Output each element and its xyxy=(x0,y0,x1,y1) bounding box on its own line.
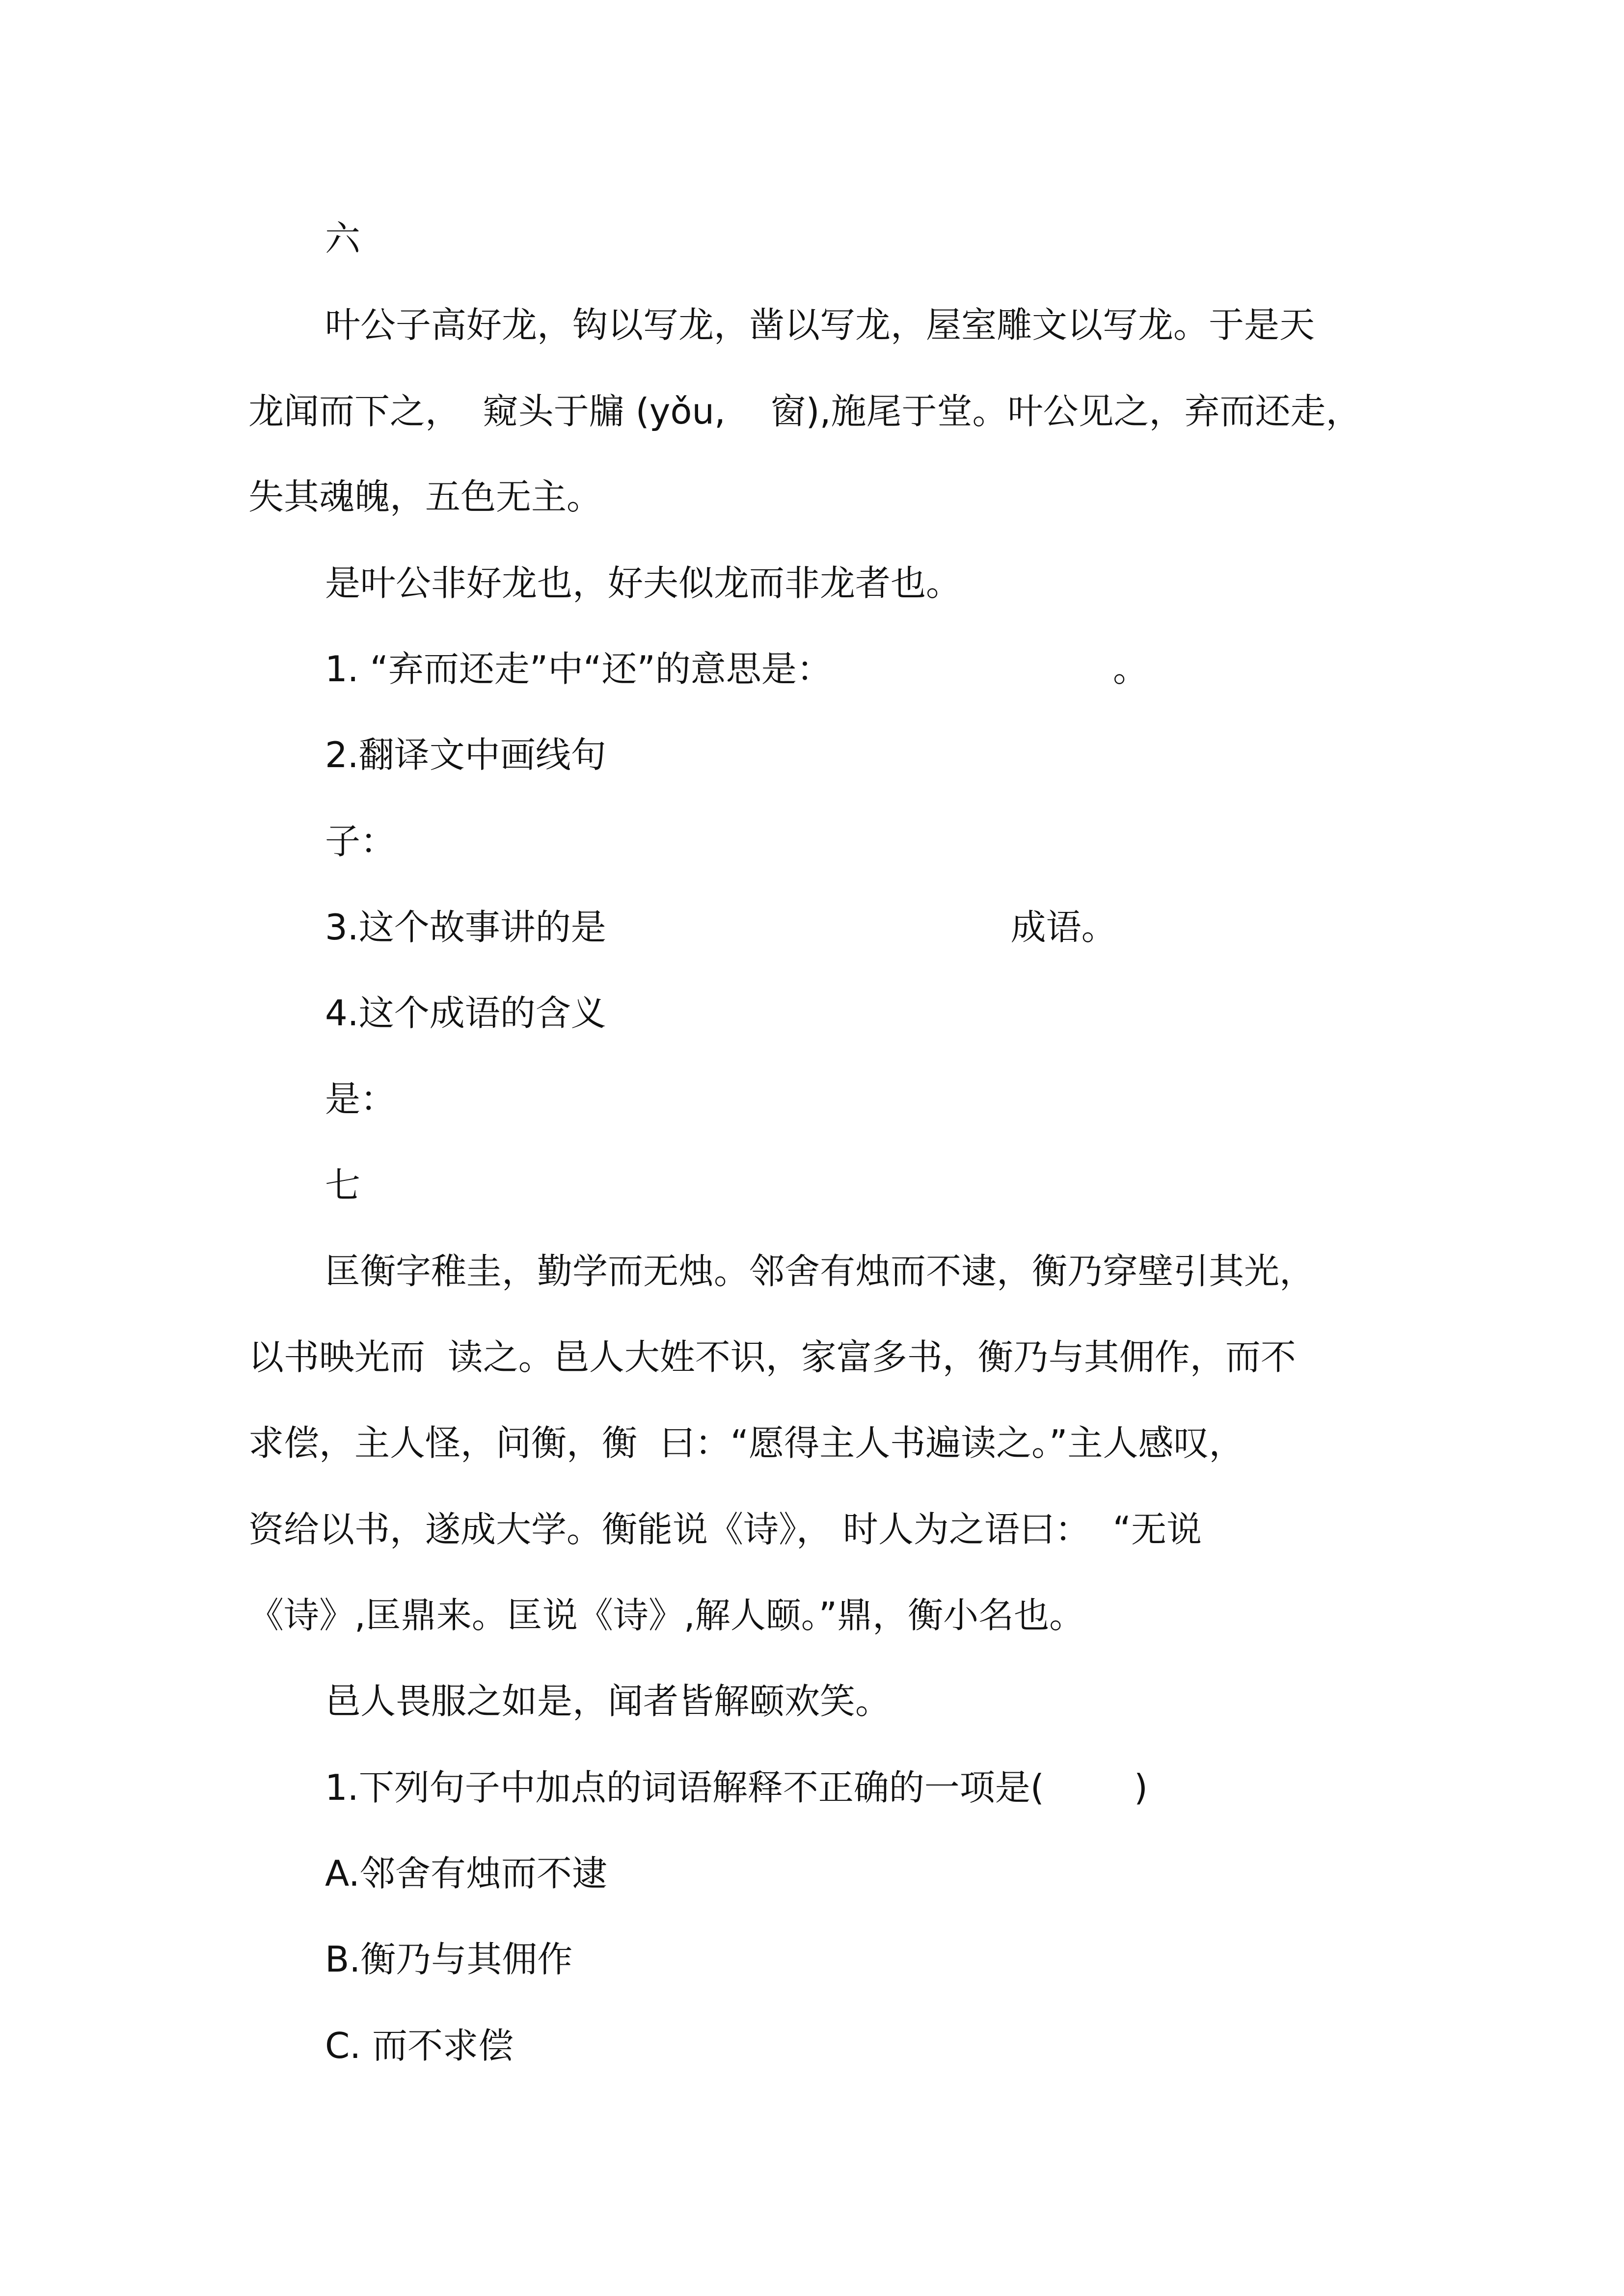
option-a: A.邻舍有烛而不逮 xyxy=(325,1853,607,1894)
passage-line: 龙闻而下之， 窥头于牖 (yǒu, 窗),施尾于堂。叶公见之，弃而还走， xyxy=(248,391,1361,432)
passage-line: 《诗》,匡鼎来。匡说《诗》,解人颐。”鼎，衡小名也。 xyxy=(248,1595,1085,1636)
question-4: 4.这个成语的含义 xyxy=(325,992,606,1034)
section-heading-6: 六 xyxy=(325,218,361,259)
option-c: C. 而不求偿 xyxy=(325,2025,514,2066)
passage-line: 匡衡字稚圭，勤学而无烛。邻舍有烛而不逮，衡乃穿壁引其光， xyxy=(325,1251,1315,1292)
section-heading-7: 七 xyxy=(325,1165,361,1206)
passage-line: 失其魂魄，五色无主。 xyxy=(248,476,602,517)
question-2: 2.翻译文中画线句 xyxy=(325,734,606,775)
option-b: B.衡乃与其佣作 xyxy=(325,1939,573,1980)
passage-line: 叶公子高好龙，钩以写龙，凿以写龙，屋室雕文以写龙。于是天 xyxy=(325,304,1315,346)
question-1: 1.下列句子中加点的词语解释不正确的一项是( ) xyxy=(325,1767,1148,1808)
question-1: 1. “弃而还走”中“还”的意思是： 。 xyxy=(325,648,1148,690)
passage-line: 以书映光而 读之。邑人大姓不识，家富多书，衡乃与其佣作，而不 xyxy=(248,1336,1296,1378)
question-3: 3.这个故事讲的是 成语。 xyxy=(325,907,1117,948)
passage-line: 邑人畏服之如是，闻者皆解颐欢笑。 xyxy=(325,1681,891,1722)
passage-line: 是叶公非好龙也，好夫似龙而非龙者也。 xyxy=(325,562,962,604)
question-4-continued: 是： xyxy=(325,1078,396,1120)
question-2-continued: 子： xyxy=(325,821,396,862)
passage-line: 求偿，主人怪，问衡，衡 曰：“愿得主人书遍读之。”主人感叹， xyxy=(248,1422,1245,1464)
passage-line: 资给以书，遂成大学。衡能说《诗》， 时人为之语曰： “无说 xyxy=(248,1509,1202,1550)
